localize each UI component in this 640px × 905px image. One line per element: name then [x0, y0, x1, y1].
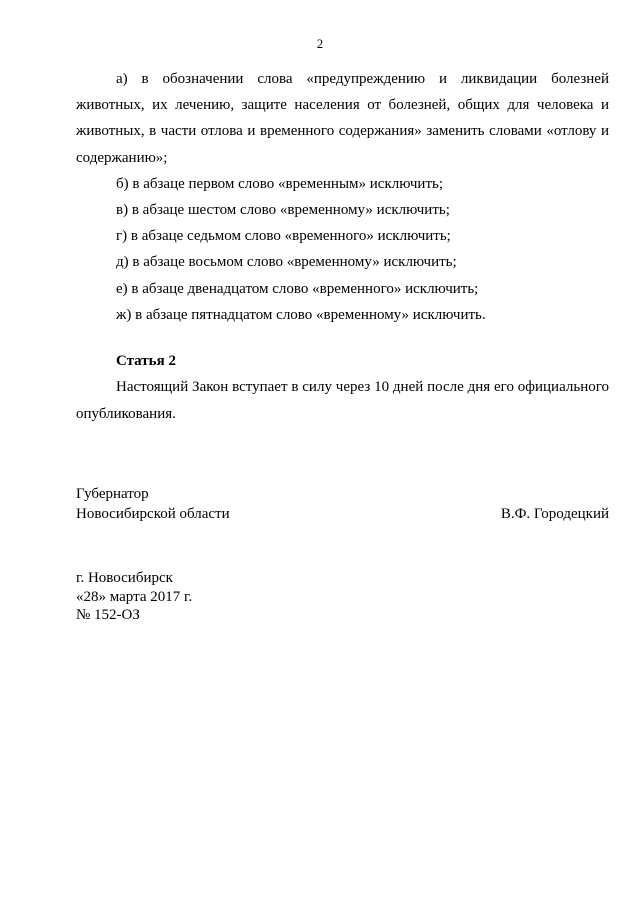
article-heading: Статья 2: [116, 353, 176, 369]
amendment-item-b: б) в абзаце первом слово «временным» исключить;: [116, 175, 444, 192]
article-2: [76, 348, 609, 428]
signatory-title: Губернатор: [76, 486, 149, 502]
page-number: 2: [316, 36, 324, 51]
signature-block: [76, 484, 609, 524]
amendment-item-e: е) в абзаце двенадцатом слово «временного» исключить;: [116, 280, 479, 297]
amendment-item-g: г) в абзаце седьмом слово «временного» исключить;: [116, 228, 451, 245]
law-number: № 152-ОЗ: [76, 607, 140, 623]
signatory-region: Новосибирской области: [76, 506, 230, 522]
amendment-item-zh: ж) в абзаце пятнадцатом слово «временному» исключить.: [116, 306, 486, 323]
signatory-name: В.Ф. Городецкий: [500, 506, 609, 522]
place-date-block: [76, 569, 376, 625]
date: «28» марта 2017 г.: [76, 588, 193, 605]
amendment-item-d: д) в абзаце восьмом слово «временному» исключить;: [116, 254, 457, 271]
amendment-item-v: в) в абзаце шестом слово «временному» исключить;: [116, 202, 450, 219]
article-text: Настоящий Закон вступает в силу через 10 дней после дня его официального опубликования.: [76, 379, 609, 422]
city: г. Новосибирск: [76, 570, 173, 586]
amendments-list: [76, 66, 609, 328]
amendment-item-a: а) в обозначении слова «предупреждению и ликвидации болезней животных, их лечению, защите населения от болезней, общих для человека и животных, в части отлова и временного содержания» заменить словами «отлову и содержанию»;: [76, 71, 609, 166]
